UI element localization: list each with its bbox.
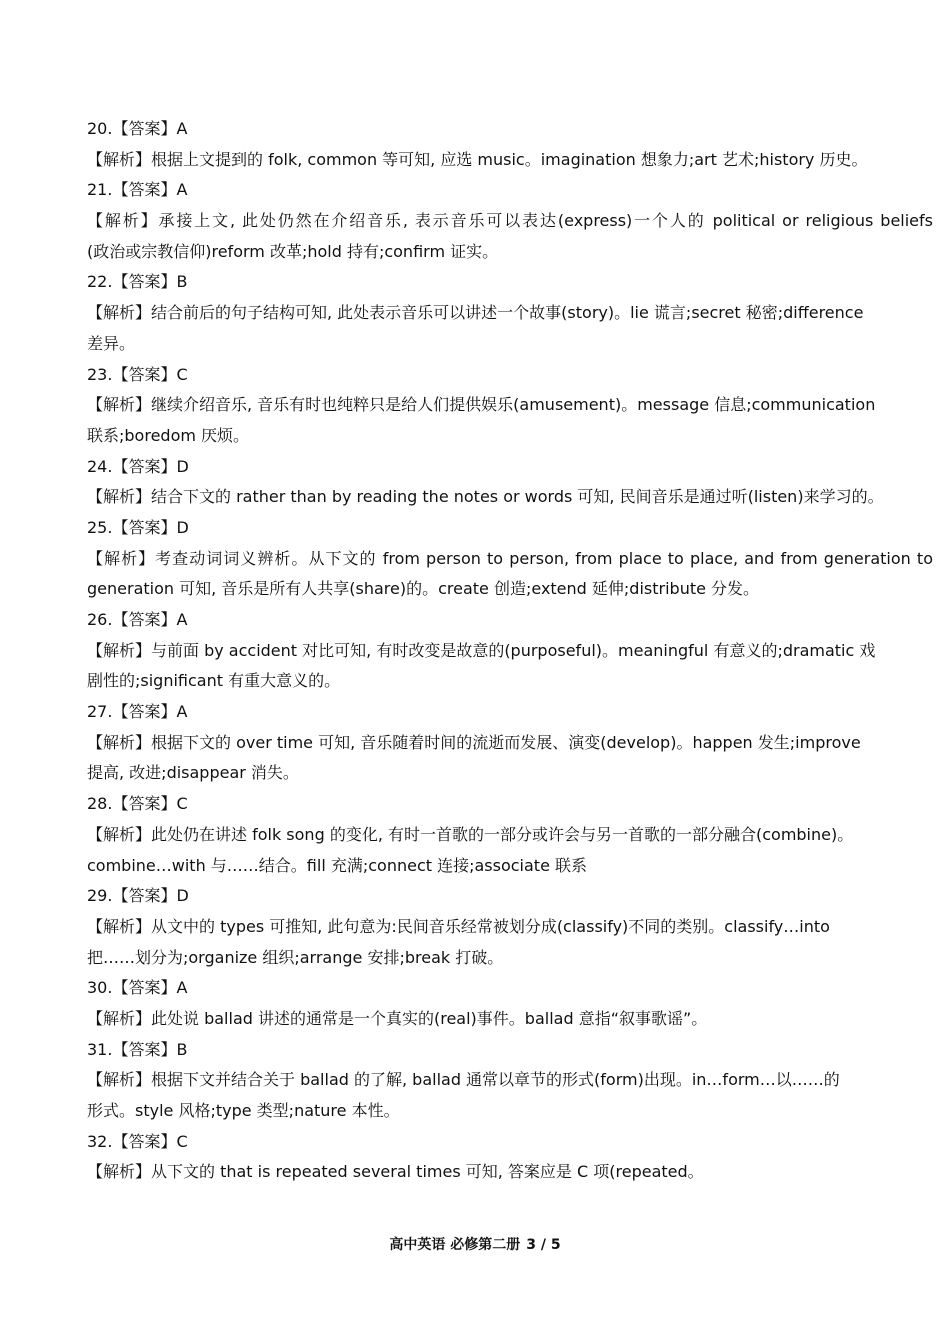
- answer-line-29: 29.【答案】D: [87, 886, 189, 906]
- explanation-line: 【解析】承接上文, 此处仍然在介绍音乐, 表示音乐可以表达(express)一个人的 political or religious beliefs: [87, 211, 933, 231]
- explanation-line: 【解析】继续介绍音乐, 音乐有时也纯粹只是给人们提供娱乐(amusement)。message 信息;communication: [87, 395, 876, 415]
- explanation-line: 【解析】根据下文并结合关于 ballad 的了解, ballad 通常以章节的形式(form)出现。in…form…以……的: [87, 1070, 840, 1090]
- answer-line-20: 20.【答案】A: [87, 119, 188, 138]
- explanation-line: 提高, 改进;disappear 消失。: [87, 763, 299, 783]
- answer-line-30: 30.【答案】A: [87, 978, 188, 998]
- explanation-line: 联系;boredom 厌烦。: [87, 425, 250, 445]
- explanation-line: 剧性的;significant 有重大意义的。: [87, 671, 341, 691]
- answer-line-32: 32.【答案】C: [87, 1131, 188, 1151]
- answer-line-21: 21.【答案】A: [87, 180, 188, 200]
- answer-line-24: 24.【答案】D: [87, 456, 189, 476]
- explanation-line: generation 可知, 音乐是所有人共享(share)的。create 创造;extend 延伸;distribute 分发。: [87, 579, 760, 599]
- answer-line-31: 31.【答案】B: [87, 1039, 188, 1059]
- page-footer: [0, 1233, 950, 1257]
- explanation-line: 把……划分为;organize 组织;arrange 安排;break 打破。: [87, 947, 504, 967]
- explanation-line: 【解析】与前面 by accident 对比可知, 有时改变是故意的(purposeful)。meaningful 有意义的;dramatic 戏: [87, 640, 876, 660]
- explanation-line: 差异。: [87, 333, 136, 353]
- footer-title: 高中英语 必修第二册: [389, 1237, 521, 1253]
- explanation-line: 【解析】此处说 ballad 讲述的通常是一个真实的(real)事件。ballad 意指“叙事歌谣”。: [87, 1008, 708, 1028]
- answer-line-25: 25.【答案】D: [87, 517, 189, 537]
- explanation-line: 【解析】此处仍在讲述 folk song 的变化, 有时一首歌的一部分或许会与另一首歌的一部分融合(combine)。: [87, 824, 854, 844]
- explanation-line: 【解析】考查动词词义辨析。从下文的 from person to person, from place to place, and from generation to: [87, 548, 933, 568]
- explanation-line: 【解析】从文中的 types 可推知, 此句意为:民间音乐经常被划分成(classify)不同的类别。classify…into: [87, 916, 830, 936]
- answer-explanations: [87, 114, 933, 1188]
- explanation-line: combine…with 与……结合。fill 充满;connect 连接;associate 联系: [87, 855, 588, 875]
- explanation-line: 形式。style 风格;type 类型;nature 本性。: [87, 1101, 400, 1120]
- explanation-line: 【解析】根据下文的 over time 可知, 音乐随着时间的流逝而发展、演变(develop)。happen 发生;improve: [87, 732, 861, 752]
- explanation-line: 【解析】根据上文提到的 folk, common 等可知, 应选 music。imagination 想象力;art 艺术;history 历史。: [87, 149, 868, 169]
- answer-line-22: 22.【答案】B: [87, 272, 188, 292]
- answer-line-28: 28.【答案】C: [87, 794, 188, 814]
- answer-line-23: 23.【答案】C: [87, 364, 188, 384]
- page-number: 3 / 5: [526, 1237, 561, 1253]
- explanation-line: (政治或宗教信仰)reform 改革;hold 持有;confirm 证实。: [87, 241, 499, 261]
- answer-line-26: 26.【答案】A: [87, 610, 188, 629]
- explanation-line: 【解析】从下文的 that is repeated several times 可知, 答案应是 C 项(repeated。: [87, 1162, 704, 1182]
- answer-line-27: 27.【答案】A: [87, 702, 188, 722]
- explanation-line: 【解析】结合下文的 rather than by reading the notes or words 可知, 民间音乐是通过听(listen)来学习的。: [87, 487, 884, 507]
- explanation-line: 【解析】结合前后的句子结构可知, 此处表示音乐可以讲述一个故事(story)。lie 谎言;secret 秘密;difference: [87, 303, 864, 323]
